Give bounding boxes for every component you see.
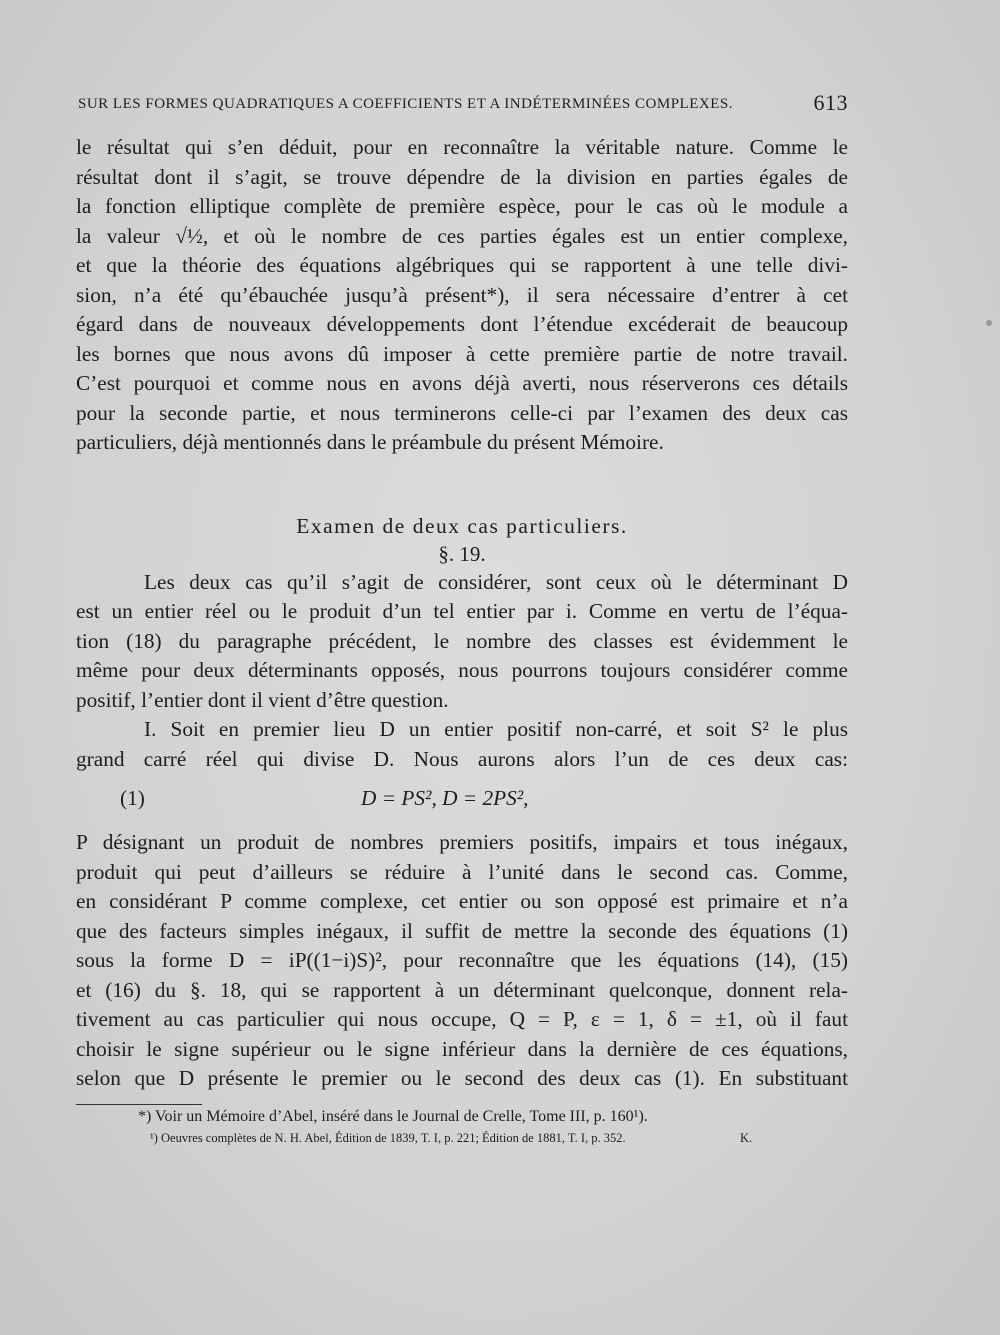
equation-1 [76, 780, 848, 824]
text-line: les bornes que nous avons dû imposer à cette première partie de notre travail. [76, 341, 848, 366]
text-line: positif, l’entier dont il vient d’être question. [76, 687, 449, 712]
equation-number: (1) [120, 786, 145, 810]
text-line: tivement au cas particulier qui nous occupe, Q = P, ε = 1, δ = ±1, où il faut [76, 1007, 848, 1031]
text-line: particuliers, déjà mentionnés dans le préambule du présent Mémoire. [76, 430, 664, 454]
footnote-1: *) Voir un Mémoire d’Abel, inséré dans le Journal de Crelle, Tome III, p. 160¹). [138, 1108, 648, 1125]
running-title: SUR LES FORMES QUADRATIQUES A COEFFICIENTS ET A INDÉTERMINÉES COMPLEXES. [78, 96, 733, 112]
text-line: Les deux cas qu’il s’agit de considérer, sont ceux où le déterminant D [144, 569, 848, 594]
text-line: que des facteurs simples inégaux, il suffit de mettre la seconde des équations (1) [76, 918, 848, 943]
footnote-2 [150, 1131, 753, 1146]
paper-speck [986, 320, 992, 326]
text-line: produit qui peut d’ailleurs se réduire à l’unité dans le second cas. Comme, [76, 859, 848, 884]
text-line: résultat dont il s’agit, se trouve dépendre de la division en parties égales de [76, 164, 848, 189]
text-line: tion (18) du paragraphe précédent, le nombre des classes est évidemment le [76, 628, 848, 653]
text-line: et (16) du §. 18, qui se rapportent à un déterminant quelconque, donnent rela- [76, 977, 848, 1002]
paragraph-4 [76, 828, 848, 1094]
paragraph-3 [76, 715, 848, 774]
text-line: I. Soit en premier lieu D un entier positif non-carré, et soit S² le plus [144, 717, 848, 741]
paragraph-1 [76, 133, 848, 458]
page-number: 613 [813, 90, 848, 115]
section-number: §. 19. [438, 541, 486, 566]
equation-text: D = PS², D = 2PS², [361, 786, 529, 810]
text-line: sous la forme D = iP((1−i)S)², pour reconnaître que les équations (14), (15) [76, 948, 848, 972]
text-line: pour la seconde partie, et nous terminerons celle-ci par l’examen des deux cas [76, 400, 848, 425]
text-line: selon que D présente le premier ou le second des deux cas (1). En substituant [76, 1066, 848, 1090]
text-line: en considérant P comme complexe, cet entier ou son opposé est primaire et n’a [76, 889, 848, 913]
text-line: le résultat qui s’en déduit, pour en reconnaître la véritable nature. Comme le [76, 135, 848, 159]
footnote-rule [76, 1104, 202, 1105]
text-line: sion, n’a été qu’ébauchée jusqu’à présent*), il sera nécessaire d’entrer à cet [76, 282, 848, 307]
text-line: la valeur √½, et où le nombre de ces parties égales est un entier complexe, [76, 223, 848, 248]
page-header [78, 88, 848, 124]
text-line: égard dans de nouveaux développements dont l’étendue excéderait de beaucoup [76, 312, 848, 336]
text-line: grand carré réel qui divise D. Nous aurons alors l’un de ces deux cas: [76, 746, 848, 771]
text-line: la fonction elliptique complète de première espèce, pour le cas où le module a [76, 194, 848, 218]
paragraph-2 [76, 568, 848, 716]
text-line: choisir le signe supérieur ou le signe inférieur dans la dernière de ces équations, [76, 1036, 848, 1061]
section-title: Examen de deux cas particuliers. [296, 513, 628, 538]
footnote-2-text: ¹) Oeuvres complètes de N. H. Abel, Édition de 1839, T. I, p. 221; Édition de 1881, T. I, p. 352. [150, 1131, 626, 1145]
text-line: est un entier réel ou le produit d’un tel entier par i. Comme en vertu de l’équa- [76, 599, 848, 623]
text-line: P désignant un produit de nombres premiers positifs, impairs et tous inégaux, [76, 830, 848, 854]
footnote-signature: K. [740, 1131, 753, 1145]
text-line: et que la théorie des équations algébriques qui se rapportent à une telle divi- [76, 253, 848, 277]
text-line: C’est pourquoi et comme nous en avons déjà averti, nous réserverons ces détails [76, 371, 848, 395]
text-line: même pour deux déterminants opposés, nous pourrons toujours considérer comme [76, 658, 848, 682]
page-body [76, 133, 848, 1094]
